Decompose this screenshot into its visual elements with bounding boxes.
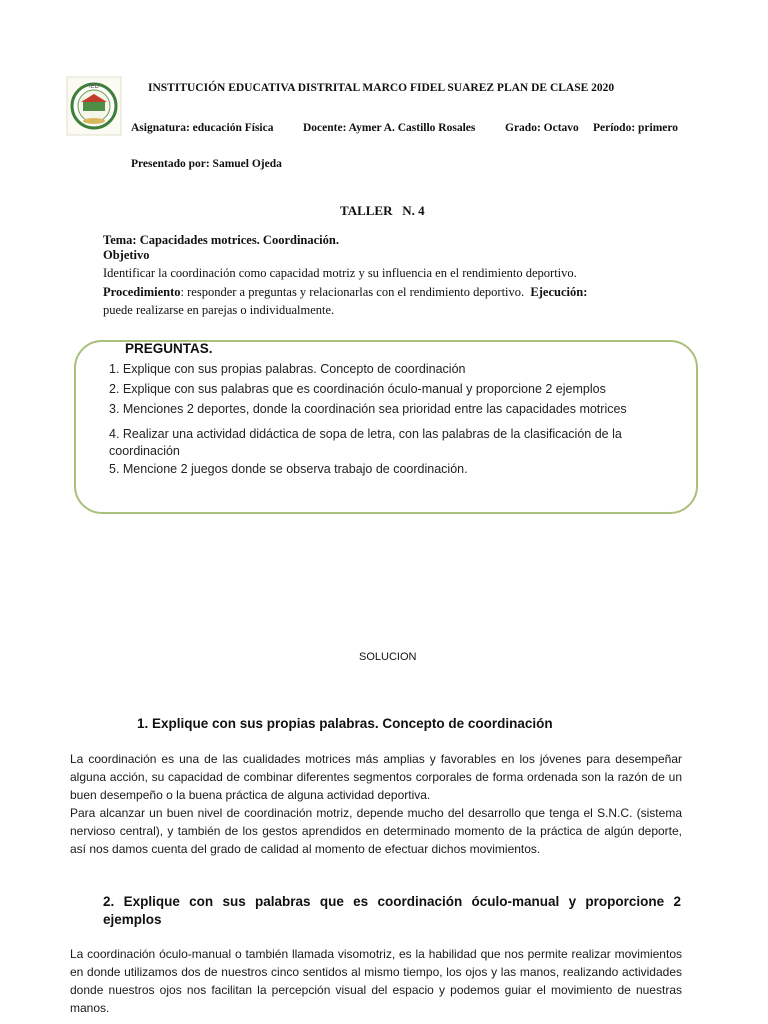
procedimiento-label: Procedimiento (103, 285, 181, 299)
objetivo-text: Identificar la coordinación como capacidad motriz y su influencia en el rendimiento deportivo. (103, 266, 577, 280)
pregunta-4: 4. Realizar una actividad didáctica de sopa de letra, con las palabras de la clasificación de la coordinación (109, 427, 622, 458)
solucion-title: SOLUCION (359, 651, 417, 663)
school-logo (66, 76, 122, 136)
procedimiento-text: : responder a preguntas y relacionarlas con el rendimiento deportivo. (180, 285, 525, 299)
objetivo-label: Objetivo (103, 248, 150, 262)
periodo: Período: primero (593, 122, 679, 134)
presentado-por: Presentado por: Samuel Ojeda (131, 158, 282, 170)
ejecucion-label: Ejecución: (530, 285, 588, 299)
ejecucion-text: puede realizarse en parejas o individualmente. (103, 303, 335, 317)
tema: Tema: Capacidades motrices. Coordinación. (103, 233, 339, 247)
q2-heading: 2. Explique con sus palabras que es coordinación óculo-manual y proporcione 2 ejemplos (103, 894, 681, 927)
pregunta-3: 3. Menciones 2 deportes, donde la coordinación sea prioridad entre las capacidades motrices (109, 402, 627, 416)
svg-text:IED: IED (88, 84, 100, 90)
asignatura: Asignatura: educación Física (131, 122, 274, 134)
taller-title: TALLER N. 4 (340, 203, 425, 218)
grado: Grado: Octavo (505, 122, 579, 134)
pregunta-2: 2. Explique con sus palabras que es coordinación óculo-manual y proporcione 2 ejemplos (109, 382, 606, 396)
docente: Docente: Aymer A. Castillo Rosales (303, 122, 476, 134)
procedimiento-line (103, 285, 587, 300)
q2-paragraph-1: La coordinación óculo-manual o también llamada visomotriz, es la habilidad que nos permite realizar movimientos en donde utilizamos dos de nuestros cinco sentidos al mismo tiempo, los ojos y las manos, realizando actividades donde nuestros ojos nos facilitan la percepción visual del espacio y podemos guiar el movimiento de nuestras manos. (70, 947, 682, 1015)
institution-title: INSTITUCIÓN EDUCATIVA DISTRITAL MARCO FIDEL SUAREZ PLAN DE CLASE 2020 (148, 82, 615, 94)
pregunta-5: 5. Mencione 2 juegos donde se observa trabajo de coordinación. (109, 462, 468, 476)
q1-paragraph-1: La coordinación es una de las cualidades motrices más amplias y favorables en los jóvenes para desempeñar alguna acción, su capacidad de combinar diferentes segmentos corporales de forma ordenada son la razón de un buen desempeño o la buena práctica de alguna actividad deportiva. (70, 752, 682, 802)
preguntas-title: PREGUNTAS. (125, 341, 213, 356)
q1-paragraph-2: Para alcanzar un buen nivel de coordinación motriz, depende mucho del desarrollo que tenga el S.N.C. (sistema nervioso central), y también de los gestos aprendidos en determinado momento de la práctica de algún deporte, así nos damos cuenta del grado de calidad al momento de efectuar dichos movimientos. (70, 806, 682, 856)
q1-heading: 1. Explique con sus propias palabras. Concepto de coordinación (137, 716, 553, 731)
pregunta-1: 1. Explique con sus propias palabras. Concepto de coordinación (109, 362, 466, 376)
